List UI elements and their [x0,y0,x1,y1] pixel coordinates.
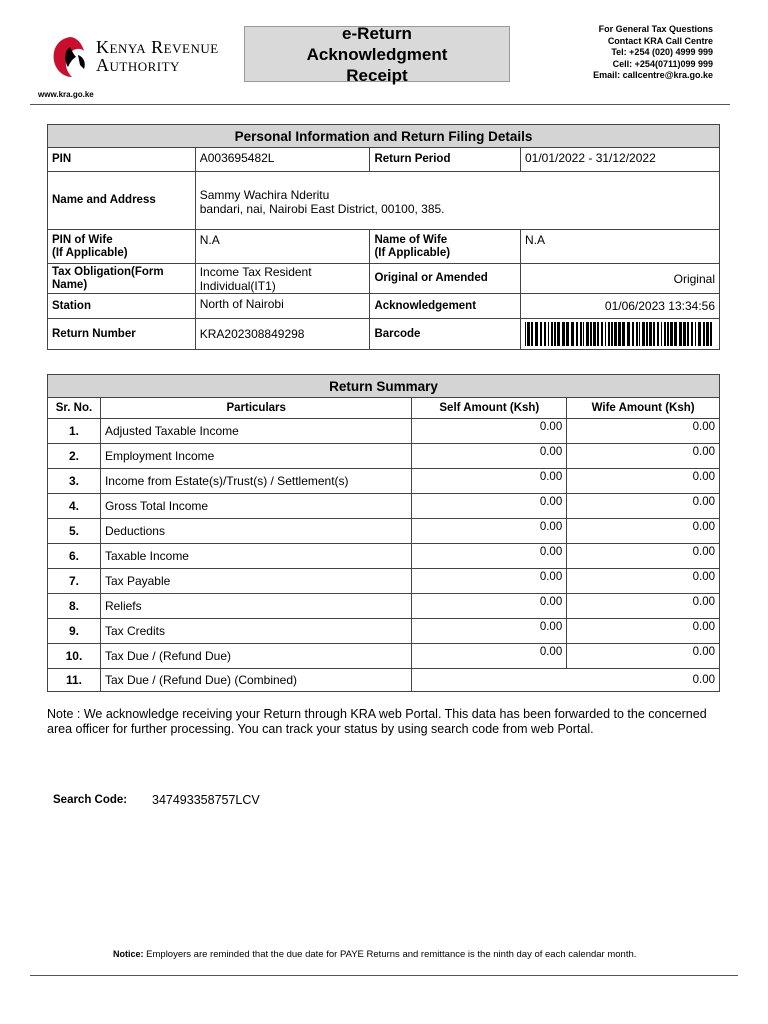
table-row [48,644,720,669]
return-period-value: 01/01/2022 - 31/12/2022 [520,148,719,172]
barcode-bar [580,322,582,346]
name-address-label: Name and Address [48,172,196,230]
barcode-bar [698,322,701,346]
personal-info-heading: Personal Information and Return Filing Details [48,125,720,148]
row-particular: Tax Payable [100,569,412,594]
row-wife-amount: 0.00 [567,544,720,569]
acknowledgement-value: 01/06/2023 13:34:56 [520,294,719,319]
row-particular: Deductions [100,519,412,544]
row-wife-amount: 0.00 [567,444,720,469]
barcode-bar [627,322,630,346]
pin-value: A003695482L [195,148,370,172]
barcode-bar [646,322,648,346]
table-row [48,519,720,544]
barcode-bar [653,322,655,346]
table-row [48,569,720,594]
summary-rows [48,419,720,669]
contact-block [593,24,713,82]
website-link[interactable]: www.kra.go.ke [38,90,94,99]
barcode-bar [597,322,599,346]
contact-line-2: Contact KRA Call Centre [607,35,713,46]
row-wife-amount: 0.00 [567,494,720,519]
header-divider [30,104,730,105]
table-row [48,619,720,644]
barcode-bar [544,322,546,346]
barcode-bar [639,322,640,346]
name-wife-label-1: Name of Wife [374,233,448,246]
row-number: 2. [48,444,101,469]
row-self-amount: 0.00 [412,419,567,444]
logo-line-1: Kenya Revenue [96,37,219,57]
contact-line-4: Cell: +254(0711)099 999 [612,58,713,69]
station-label: Station [48,294,196,319]
pin-wife-label-2: (If Applicable) [52,246,128,259]
barcode-bar [551,322,553,346]
row-particular: Reliefs [100,594,412,619]
barcode-bar [593,322,596,346]
name-wife-value: N.A [520,230,719,264]
original-amended-label: Original or Amended [370,264,521,294]
row-particular: Employment Income [100,444,412,469]
acknowledgement-label: Acknowledgement [370,294,521,319]
row-particular: Tax Credits [100,619,412,644]
notice [113,949,636,960]
tax-obligation-label: Tax Obligation(Form Name) [48,264,196,294]
row-wife-amount: 0.00 [567,594,720,619]
barcode-bar [622,322,625,346]
table-row [48,444,720,469]
barcode-bar [679,322,682,346]
pin-wife-label [48,230,196,264]
table-row [48,494,720,519]
col-particulars: Particulars [100,398,412,419]
barcode-bar [554,322,556,346]
footer-divider [30,975,738,976]
contact-line-1: For General Tax Questions [598,24,713,34]
row-wife-amount: 0.00 [567,469,720,494]
barcode-bar [674,322,677,346]
return-number-label: Return Number [48,319,196,350]
row-number: 6. [48,544,101,569]
barcode-bar [691,322,693,346]
row-number: 10. [48,644,101,669]
barcode-bar [557,322,560,346]
tax-obligation-value: Income Tax Resident Individual(IT1) [195,264,370,294]
row-particular: Taxable Income [100,544,412,569]
barcode-bar [548,322,549,346]
pin-label: PIN [48,148,196,172]
return-period-label: Return Period [370,148,521,172]
barcode-bar [540,322,542,346]
barcode-bar [683,322,686,346]
barcode-bar [611,322,613,346]
row-number: 9. [48,619,101,644]
col-wife-amount: Wife Amount (Ksh) [567,398,720,419]
barcode-bar [535,322,538,346]
station-value: North of Nairobi [195,294,370,319]
return-number-value: KRA202308849298 [195,319,370,350]
barcode-bar [576,322,578,346]
row-wife-amount: 0.00 [567,644,720,669]
taxpayer-address: bandari, nai, Nairobi East District, 00100, 385. [199,202,445,216]
barcode-label: Barcode [370,319,521,350]
row-self-amount: 0.00 [412,569,567,594]
barcode-cell [520,319,719,350]
barcode-bar [710,322,712,346]
barcode-bar [586,322,589,346]
barcode-bar [670,322,673,346]
search-code-value: 347493358757LCV [152,793,260,807]
page-title [244,23,510,85]
barcode-bar [661,322,662,346]
barcode-bar [706,322,709,346]
row-self-amount: 0.00 [412,494,567,519]
barcode-bar [527,322,530,346]
pin-wife-value: N.A [195,230,370,264]
row-self-amount: 0.00 [412,469,567,494]
barcode-bar [601,322,603,346]
return-summary-heading: Return Summary [48,375,720,398]
row-self-amount: 0.00 [412,519,567,544]
row-self-amount: 0.00 [412,619,567,644]
barcode-bar [614,322,617,346]
combined-particular: Tax Due / (Refund Due) (Combined) [100,669,412,692]
original-amended-value: Original [520,264,719,294]
barcode-bar [657,322,659,346]
search-code-label: Search Code: [53,794,128,806]
logo-text [96,38,219,74]
row-particular: Tax Due / (Refund Due) [100,644,412,669]
name-address-value [195,172,719,230]
return-summary-table [47,374,720,692]
contact-line-5: Email: callcentre@kra.go.ke [593,70,713,80]
combined-value: 0.00 [412,669,720,692]
row-self-amount: 0.00 [412,544,567,569]
barcode-bar [608,322,610,346]
row-wife-amount: 0.00 [567,619,720,644]
barcode-bar [562,322,565,346]
table-row [48,594,720,619]
row-number: 5. [48,519,101,544]
table-row [48,544,720,569]
name-wife-label [370,230,521,264]
notice-text: Employers are reminded that the due date for PAYE Returns and remittance is the ninth day of each calendar month. [146,949,637,960]
page-title-text: e-Return Acknowledgment Receipt [306,23,448,85]
col-sr-no: Sr. No. [48,398,101,419]
row-particular: Income from Estate(s)/Trust(s) / Settlement(s) [100,469,412,494]
barcode-bar [583,322,584,346]
barcode-bar [571,322,574,346]
barcode-bar [632,322,634,346]
table-row [48,419,720,444]
barcode-bar [664,322,666,346]
row-particular: Gross Total Income [100,494,412,519]
row-wife-amount: 0.00 [567,419,720,444]
barcode-bar [667,322,669,346]
contact-line-3: Tel: +254 (020) 4999 999 [611,47,713,57]
row-wife-amount: 0.00 [567,519,720,544]
col-self-amount: Self Amount (Ksh) [412,398,567,419]
row-number: 4. [48,494,101,519]
barcode-bar [703,322,705,346]
kra-lion-icon [50,33,90,81]
row-particular: Adjusted Taxable Income [100,419,412,444]
logo-line-2: Authority [96,55,180,75]
barcode-bar [642,322,645,346]
notice-label: Notice: [113,949,144,959]
row-wife-amount: 0.00 [567,569,720,594]
row-number: 1. [48,419,101,444]
barcode-bar [695,322,696,346]
pin-wife-label-1: PIN of Wife [52,233,113,246]
barcode-bar [590,322,592,346]
row-self-amount: 0.00 [412,644,567,669]
barcode-image [525,322,715,346]
barcode-bar [636,322,638,346]
barcode-bar [649,322,652,346]
note-text: Note : We acknowledge receiving your Return through KRA web Portal. This data has been forwarded to the concerned area officer for further processing. You can track your status by using search code from web Portal. [47,707,707,736]
row-number: 7. [48,569,101,594]
barcode-bar [605,322,606,346]
name-wife-label-2: (If Applicable) [374,246,451,259]
combined-no: 11. [48,669,101,692]
table-row [48,469,720,494]
barcode-bar [531,322,533,346]
barcode-bar [687,322,689,346]
barcode-bar [618,322,621,346]
row-self-amount: 0.00 [412,594,567,619]
row-number: 8. [48,594,101,619]
row-number: 3. [48,469,101,494]
taxpayer-name: Sammy Wachira Nderitu [199,188,330,202]
barcode-bar [566,322,569,346]
barcode-bar [525,322,526,346]
personal-info-table [47,124,720,350]
row-self-amount: 0.00 [412,444,567,469]
